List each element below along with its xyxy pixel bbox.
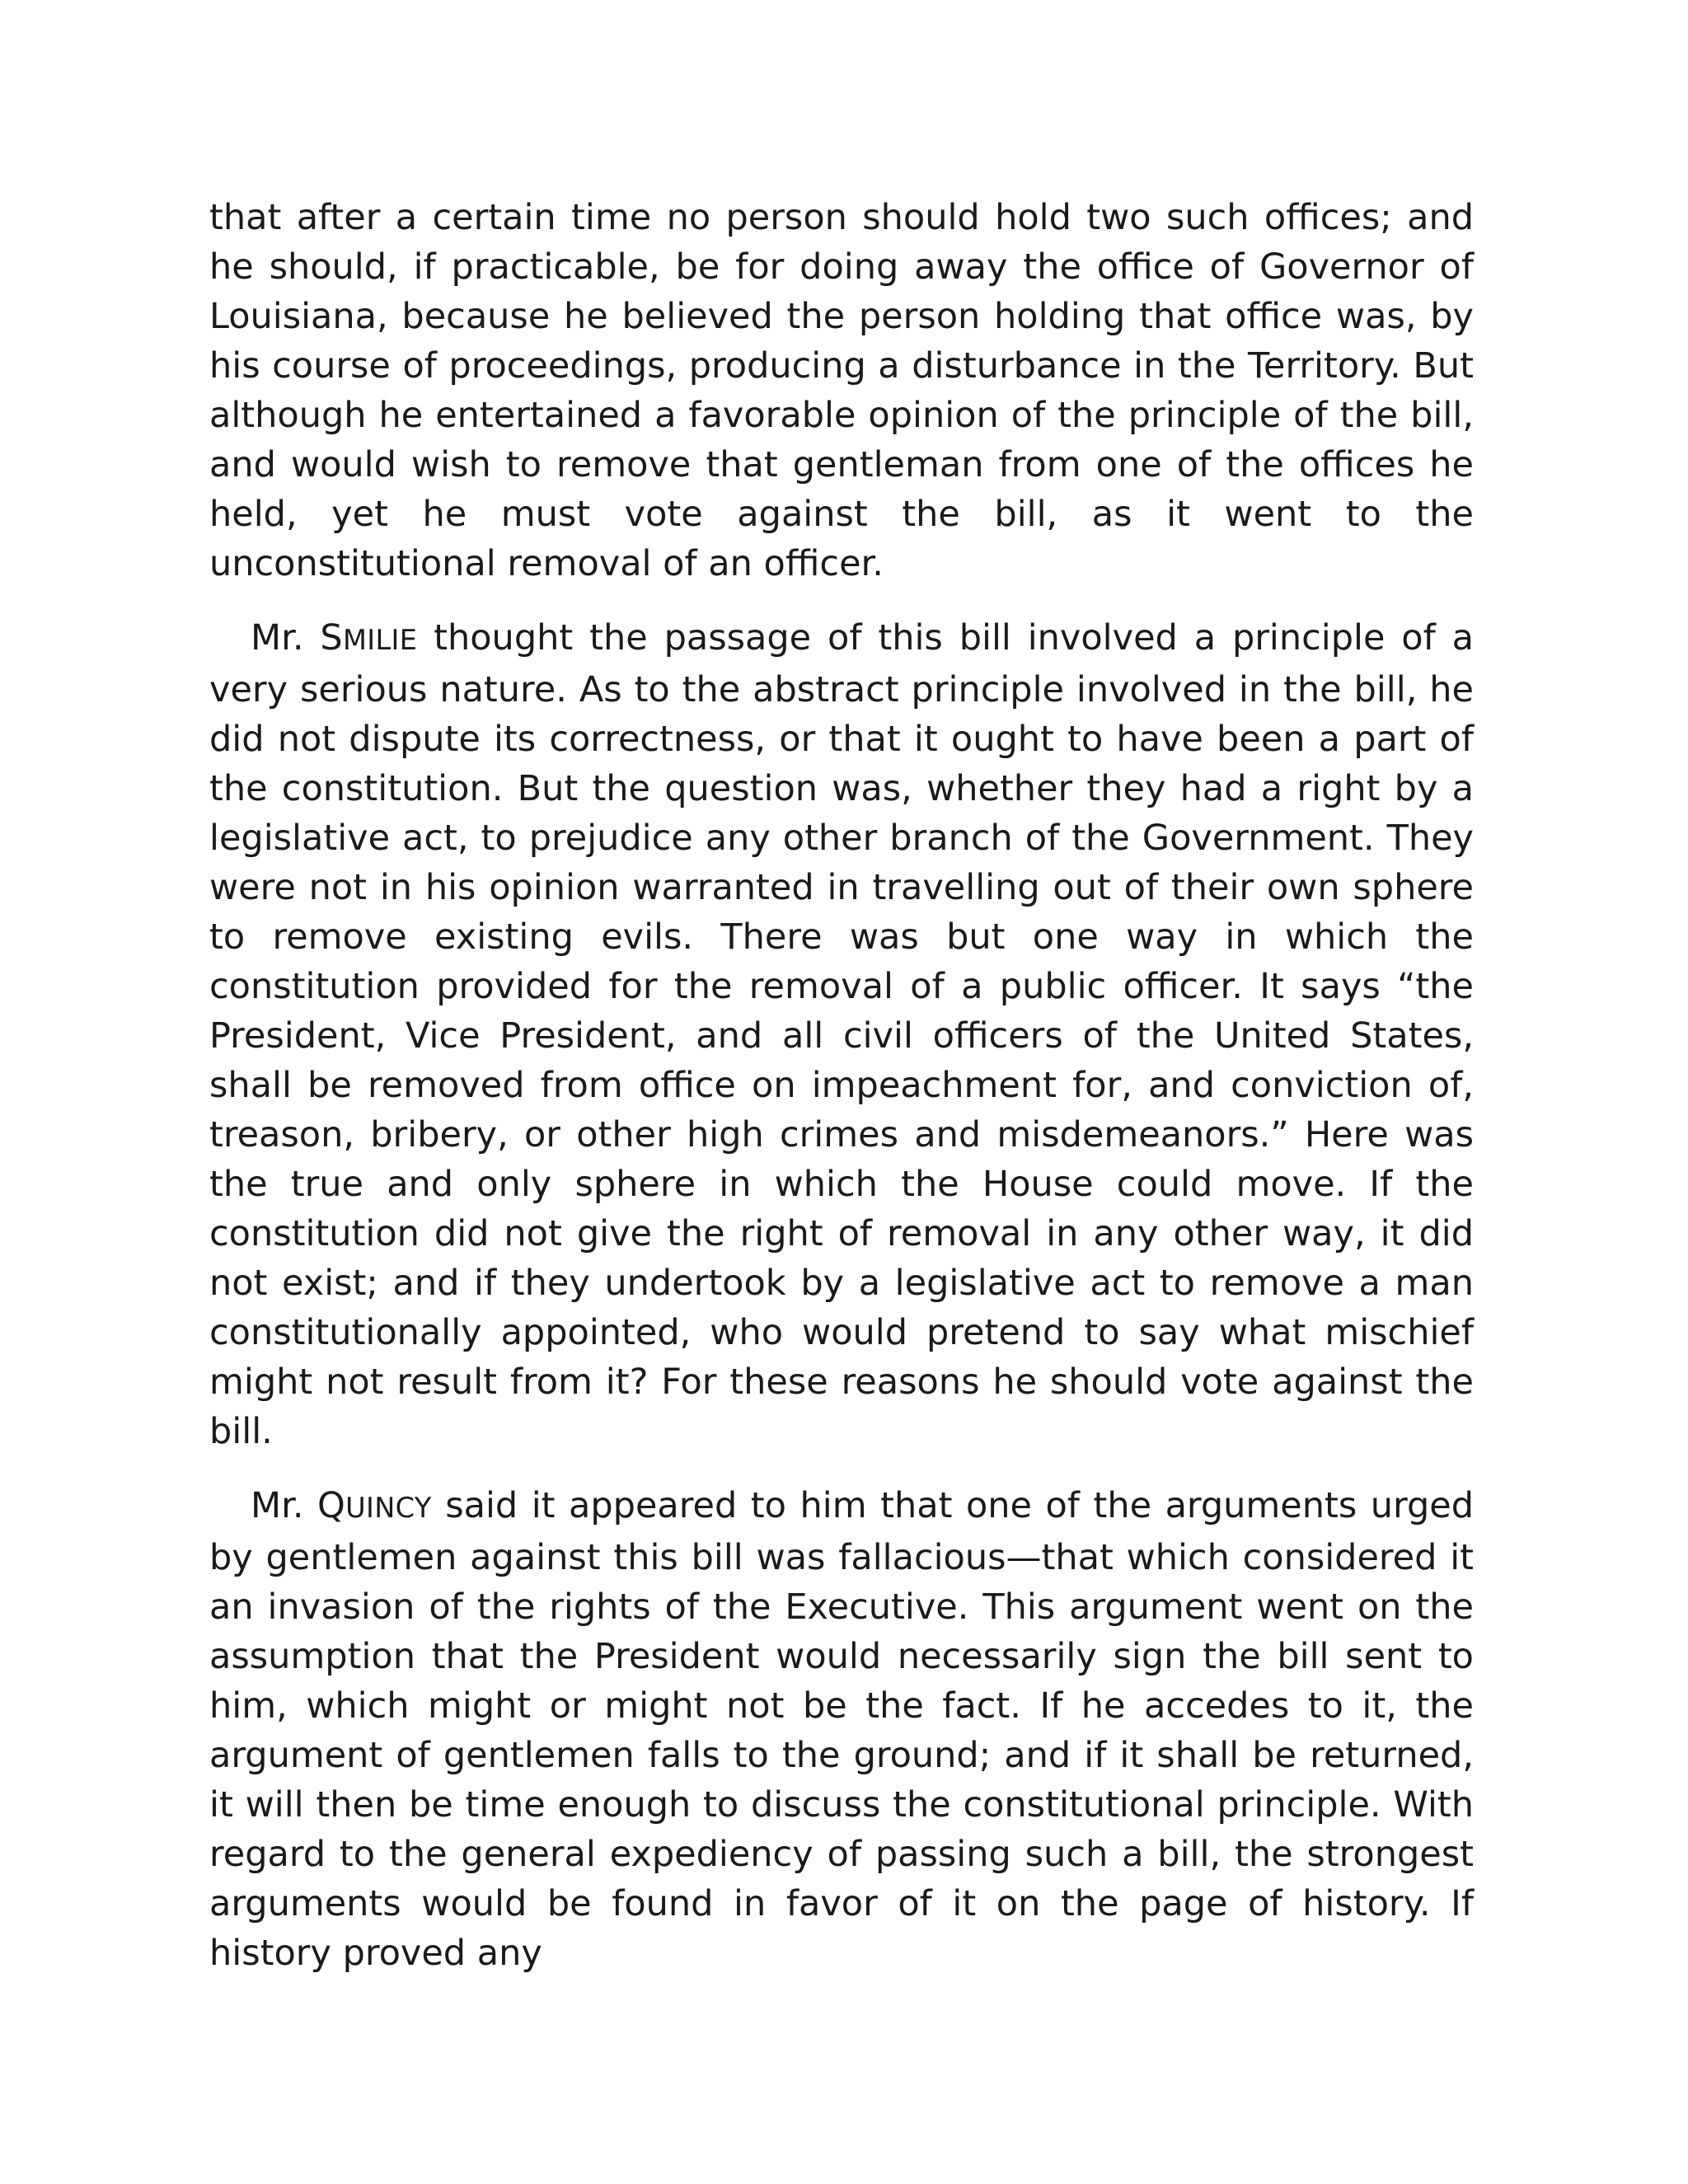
speaker-name [320,617,418,658]
speaker-prefix: Mr. [251,1485,304,1526]
paragraph-text: thought the passage of this bill involved a principle of a very serious nature. As to the abstract principle involved in the bill, he did not dispute its correctness, or that it ought to have been a part of the constitution. But the question was, whether they had a right by a legislative act, to prejudice any other branch of the Government. They were not in his opinion warranted in travelling out of their own sphere to remove existing evils. There was but one way in which the constitution provided for the removal of a public officer. It says “the President, Vice President, and all civil officers of the United States, shall be removed from office on impeachment for, and conviction of, treason, bribery, or other high crimes and misdemeanors.” Here was the true and only sphere in which the House could move. If the constitution did not give the right of removal in any other way, it did not exist; and if they undertook by a legislative act to remove a man constitutionally appointed, who would pretend to say what mischief might not result from it? For these reasons he should vote against the bill. [209,617,1474,1452]
speaker-name-rest: MILIE [342,624,418,656]
speaker-prefix: Mr. [251,617,304,658]
document-page [209,193,1474,2003]
paragraph-text: said it appeared to him that one of the arguments urged by gentlemen against this bill was fallacious—that which considered it an invasion of the rights of the Executive. This argument went on the assumption that the President would necessarily sign the bill sent to him, which might or might not be the fact. If he accedes to it, the argument of gentlemen falls to the ground; and if it shall be returned, it will then be time enough to discuss the constitutional principle. With regard to the general expediency of passing such a bill, the strongest arguments would be found in favor of it on the page of history. If history proved any [209,1485,1474,1974]
paragraph-smilie [209,613,1474,1456]
speaker-name-rest: UINCY [345,1492,432,1524]
speaker-name [317,1485,432,1526]
speaker-name-initial: S [320,617,343,658]
paragraph-text: that after a certain time no person should hold two such offices; and he should, if practicable, be for doing away the office of Governor of Louisiana, because he believed the person holding that office was, by his course of proceedings, producing a disturbance in the Territory. But although he entertained a favorable opinion of the principle of the bill, and would wish to remove that gentleman from one of the offices he held, yet he must vote against the bill, as it went to the unconstitutional removal of an officer. [209,197,1474,584]
speaker-name-initial: Q [317,1485,346,1526]
paragraph-continuation [209,193,1474,588]
paragraph-quincy [209,1481,1474,1978]
